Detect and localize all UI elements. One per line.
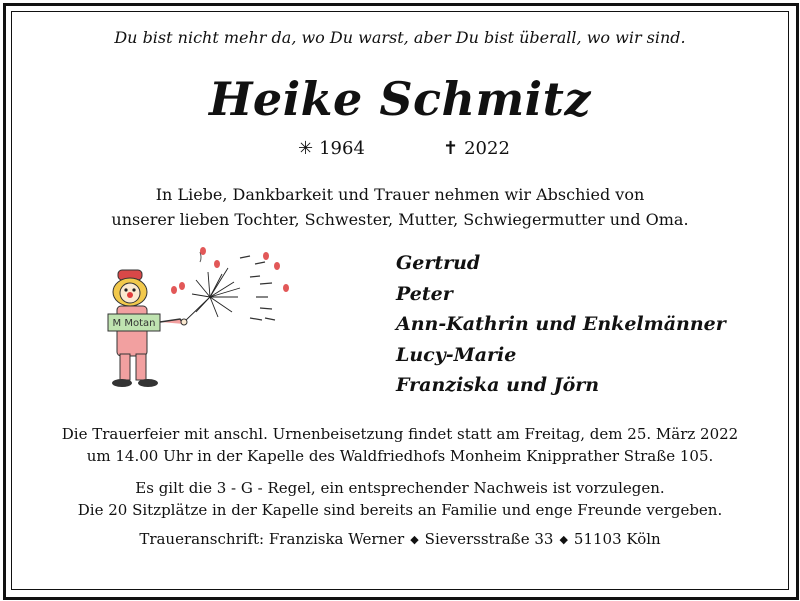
mourning-address [0, 530, 800, 548]
address-city: 51103 Köln [573, 530, 661, 548]
intro-text [0, 182, 800, 232]
intro-line: In Liebe, Dankbarkeit und Trauer nehmen wir Abschied von [155, 185, 645, 204]
birth-date [298, 138, 365, 159]
balloons [171, 247, 289, 294]
mourner-name: Gertrud [396, 252, 481, 274]
ceremony-info [0, 423, 800, 467]
star-icon: ✳ [298, 138, 314, 159]
mourners-list [396, 248, 726, 401]
mourner-name: Lucy-Marie [396, 343, 517, 366]
diamond-separator-icon: ◆ [559, 533, 568, 546]
cross-icon: ✝ [443, 138, 459, 159]
clown-with-dandelion-drawing [100, 242, 300, 392]
death-year: 2022 [464, 138, 510, 159]
dandelion-seeds [240, 256, 275, 320]
rule-line: Es gilt die 3 - G - Regel, ein entsprechender Nachweis ist vorzulegen. [135, 479, 665, 497]
diamond-separator-icon: ◆ [410, 533, 419, 546]
ceremony-line: um 14.00 Uhr in der Kapelle des Waldfriedhofs Monheim Knipprather Straße 105. [86, 447, 714, 465]
birth-year: 1964 [319, 138, 365, 159]
mourner-name: Ann-Kathrin und Enkelmänner [396, 313, 726, 335]
death-date [443, 138, 510, 159]
mourner-name: Franziska und Jörn [396, 374, 600, 396]
mourner-name: Peter [396, 282, 453, 305]
sign-text: M Motan [112, 318, 156, 329]
dandelion [184, 268, 240, 322]
rule-line: Die 20 Sitzplätze in der Kapelle sind bereits an Familie und enge Freunde vergeben. [77, 501, 723, 519]
attendance-rules [0, 477, 800, 521]
address-street: Sieversstraße 33 [424, 530, 554, 548]
motto: Du bist nicht mehr da, wo Du warst, aber Du bist überall, wo wir sind. [114, 28, 686, 47]
ceremony-line: Die Trauerfeier mit anschl. Urnenbeisetzung findet statt am Freitag, dem 25. März 2022 [61, 425, 739, 443]
address-name: Traueranschrift: Franziska Werner [139, 530, 405, 548]
deceased-name: Heike Schmitz [208, 72, 592, 126]
intro-line: unserer lieben Tochter, Schwester, Mutter, Schwiegermutter und Oma. [111, 210, 689, 229]
